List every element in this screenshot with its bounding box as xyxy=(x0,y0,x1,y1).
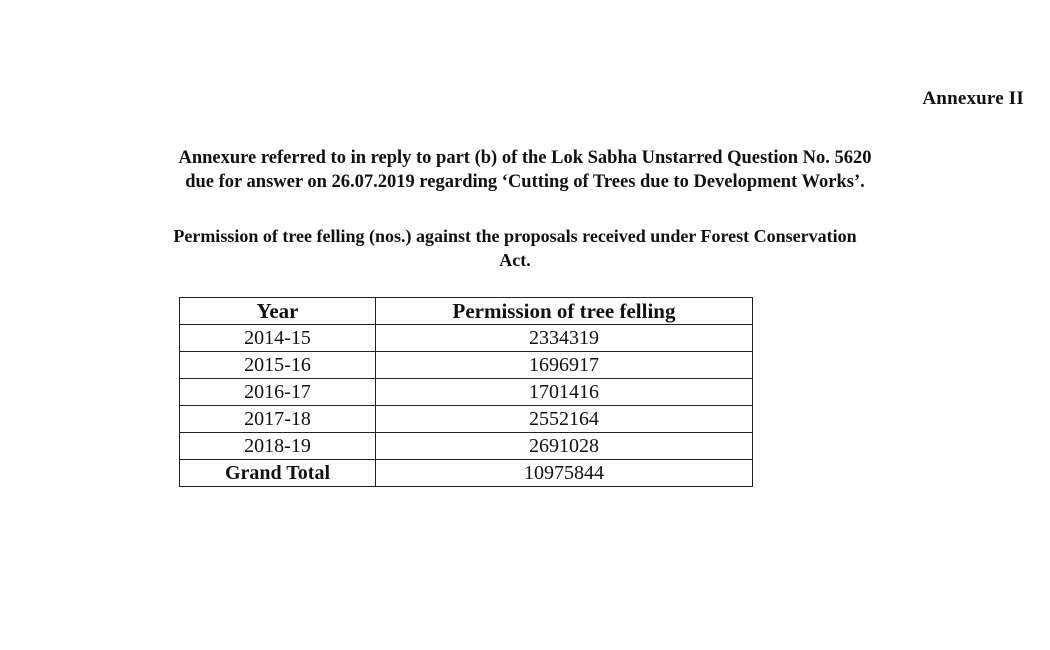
table-caption-line-2: Act. xyxy=(499,250,531,270)
header-permission: Permission of tree felling xyxy=(376,298,753,325)
reference-line-2: due for answer on 26.07.2019 regarding ‘Cutting of Trees due to Development Works’. xyxy=(185,172,865,192)
table-row xyxy=(180,325,753,352)
table-caption-line-1: Permission of tree felling (nos.) against the proposals received under Forest Conservation xyxy=(173,226,857,246)
value-cell: 1696917 xyxy=(376,352,753,379)
value-cell: 2691028 xyxy=(376,433,753,460)
table-header-row xyxy=(180,298,753,325)
table-row xyxy=(180,406,753,433)
year-cell: 2015-16 xyxy=(180,352,376,379)
grand-total-row xyxy=(180,460,753,487)
annexure-label: Annexure II xyxy=(922,88,1024,109)
grand-total-value: 10975844 xyxy=(376,460,753,487)
year-cell: 2017-18 xyxy=(180,406,376,433)
value-cell: 1701416 xyxy=(376,379,753,406)
grand-total-label: Grand Total xyxy=(180,460,376,487)
year-cell: 2016-17 xyxy=(180,379,376,406)
year-cell: 2014-15 xyxy=(180,325,376,352)
table-row xyxy=(180,352,753,379)
value-cell: 2552164 xyxy=(376,406,753,433)
reference-text xyxy=(0,146,1050,194)
reference-line-1: Annexure referred to in reply to part (b) of the Lok Sabha Unstarred Question No. 5620 xyxy=(178,148,872,168)
table-row xyxy=(180,379,753,406)
year-cell: 2018-19 xyxy=(180,433,376,460)
table-row xyxy=(180,433,753,460)
table-caption xyxy=(0,224,1030,272)
tree-felling-table xyxy=(179,297,753,487)
header-year: Year xyxy=(180,298,376,325)
value-cell: 2334319 xyxy=(376,325,753,352)
